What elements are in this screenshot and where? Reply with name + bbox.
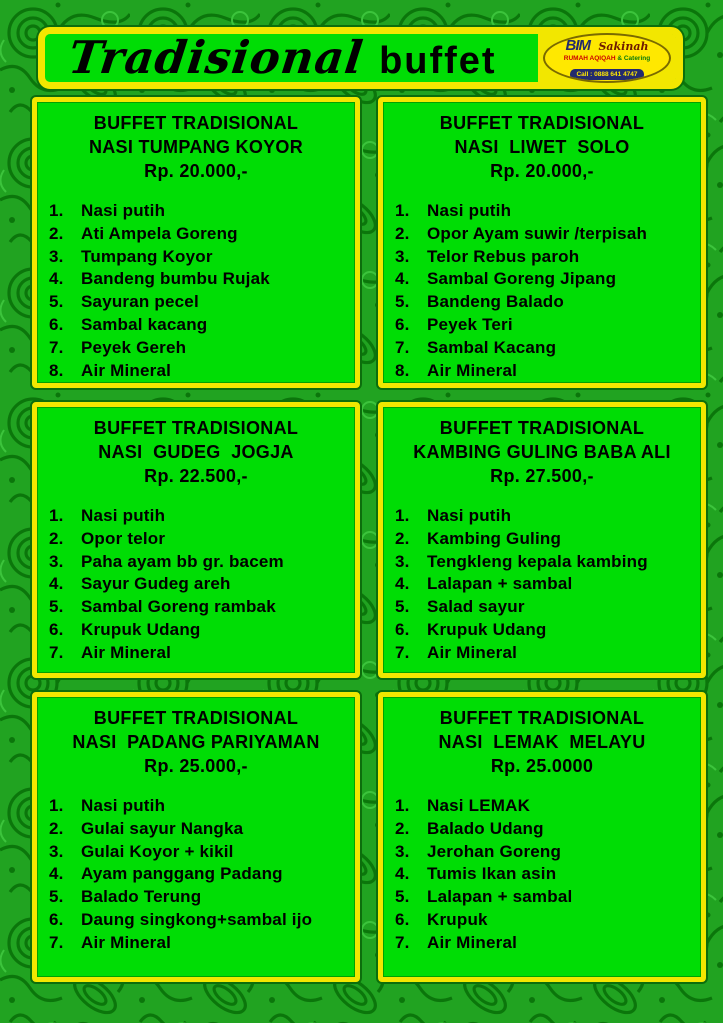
menu-item-row <box>49 551 349 574</box>
item-number: 4. <box>49 574 64 594</box>
item-number: 3. <box>395 246 410 266</box>
item-number: 5. <box>49 887 64 907</box>
menu-item-row <box>395 360 695 383</box>
menu-item-row <box>49 223 349 246</box>
card-title: BUFFET TRADISIONAL <box>93 113 299 133</box>
item-number: 4. <box>395 574 410 594</box>
item-number: 3. <box>49 841 64 861</box>
item-text: Opor telor <box>81 528 166 548</box>
item-text: Lalapan + sambal <box>427 887 573 907</box>
menu-item-row <box>395 200 695 223</box>
menu-item-row <box>49 841 349 864</box>
item-number: 6. <box>49 909 64 929</box>
menu-card-nasi-gudeg-jogja <box>32 402 360 678</box>
item-number: 1. <box>49 201 64 220</box>
item-text: Air Mineral <box>427 642 518 662</box>
menu-card-nasi-padang-pariyaman <box>32 692 360 982</box>
item-number: 7. <box>395 932 410 952</box>
item-text: Nasi putih <box>427 506 512 525</box>
menu-item-list <box>389 505 695 665</box>
title-script-text: Tradisional <box>65 31 367 84</box>
item-text: Daung singkong+sambal ijo <box>81 909 313 929</box>
menu-item-row <box>395 268 695 291</box>
item-text: Tumpang Koyor <box>81 246 213 266</box>
item-number: 7. <box>395 642 410 662</box>
item-number: 7. <box>395 337 410 357</box>
menu-item-row <box>49 596 349 619</box>
menu-item-row <box>395 619 695 642</box>
menu-item-row <box>395 528 695 551</box>
menu-item-row <box>49 642 349 665</box>
menu-item-row <box>395 314 695 337</box>
item-text: Krupuk Udang <box>81 619 201 639</box>
menu-item-row <box>395 795 695 818</box>
card-subtitle: NASI TUMPANG KOYOR <box>88 137 304 157</box>
item-number: 6. <box>49 314 64 334</box>
menu-item-row <box>395 246 695 269</box>
card-subtitle: KAMBING GULING BABA ALI <box>413 442 671 462</box>
item-text: Bandeng bumbu Rujak <box>81 269 270 289</box>
item-text: Krupuk <box>427 909 488 929</box>
item-text: Gulai Koyor + kikil <box>81 841 234 861</box>
brand-sakinah-text: Sakinah <box>598 40 649 53</box>
item-text: Opor Ayam suwir /terpisah <box>427 223 648 243</box>
item-text: Tengkleng kepala kambing <box>427 551 648 571</box>
item-number: 3. <box>49 246 64 266</box>
menu-card-nasi-tumpang-koyor <box>32 97 360 388</box>
item-number: 1. <box>49 506 64 525</box>
item-text: Tumis Ikan asin <box>427 864 557 884</box>
item-number: 8. <box>395 360 410 380</box>
item-text: Air Mineral <box>81 642 172 662</box>
item-number: 3. <box>49 551 64 571</box>
card-title: BUFFET TRADISIONAL <box>93 708 299 728</box>
menu-item-row <box>395 932 695 955</box>
item-number: 7. <box>49 337 64 357</box>
item-number: 8. <box>49 360 64 380</box>
menu-item-row <box>395 841 695 864</box>
menu-card-nasi-liwet-solo <box>378 97 706 388</box>
item-text: Peyek Gereh <box>81 337 187 357</box>
header-banner <box>38 27 683 89</box>
menu-item-row <box>395 291 695 314</box>
brand-tagline <box>545 54 669 63</box>
item-number: 7. <box>49 932 64 952</box>
menu-item-row <box>395 886 695 909</box>
menu-item-row <box>49 505 349 528</box>
item-number: 2. <box>49 528 64 548</box>
item-text: Ati Ampela Goreng <box>81 223 238 243</box>
item-text: Air Mineral <box>81 360 172 380</box>
item-text: Sambal kacang <box>81 314 208 334</box>
item-number: 1. <box>395 506 410 525</box>
item-number: 5. <box>395 292 410 312</box>
item-text: Krupuk Udang <box>427 619 547 639</box>
item-text: Nasi putih <box>427 201 512 220</box>
card-subtitle: NASI GUDEG JOGJA <box>98 442 294 462</box>
menu-item-row <box>49 291 349 314</box>
menu-item-row <box>49 619 349 642</box>
menu-item-row <box>395 818 695 841</box>
card-price: Rp. 25.0000 <box>490 756 594 776</box>
item-text: Sayur Gudeg areh <box>81 574 231 594</box>
item-number: 7. <box>49 642 64 662</box>
menu-item-list <box>389 200 695 382</box>
item-text: Air Mineral <box>427 932 518 952</box>
item-number: 2. <box>395 528 410 548</box>
card-title: BUFFET TRADISIONAL <box>439 113 645 133</box>
item-number: 4. <box>49 269 64 289</box>
item-text: Salad sayur <box>427 597 525 617</box>
item-text: Air Mineral <box>81 932 172 952</box>
item-number: 2. <box>395 223 410 243</box>
menu-item-row <box>49 863 349 886</box>
item-text: Sambal Kacang <box>427 337 557 357</box>
logo-panel <box>538 34 676 82</box>
item-number: 4. <box>395 864 410 884</box>
item-number: 4. <box>395 269 410 289</box>
menu-item-row <box>395 573 695 596</box>
menu-item-row <box>49 573 349 596</box>
item-text: Nasi putih <box>81 201 166 220</box>
item-number: 3. <box>395 551 410 571</box>
item-number: 2. <box>395 818 410 838</box>
menu-item-row <box>395 642 695 665</box>
item-number: 4. <box>49 864 64 884</box>
item-number: 6. <box>395 909 410 929</box>
menu-item-row <box>49 818 349 841</box>
item-number: 2. <box>49 818 64 838</box>
item-number: 6. <box>395 314 410 334</box>
menu-item-list <box>43 505 349 665</box>
brand-phone-number: Call : 0888 641 4747 <box>570 69 643 80</box>
item-number: 5. <box>395 887 410 907</box>
page-title <box>45 31 538 84</box>
card-subtitle: NASI LEMAK MELAYU <box>438 732 646 752</box>
item-text: Ayam panggang Padang <box>81 864 283 884</box>
item-text: Sambal Goreng Jipang <box>427 269 617 289</box>
brand-catering-text: & Catering <box>617 55 651 62</box>
item-number: 1. <box>49 796 64 815</box>
item-number: 1. <box>395 201 410 220</box>
item-text: Nasi putih <box>81 506 166 525</box>
menu-item-row <box>395 909 695 932</box>
menu-card-nasi-lemak-melayu <box>378 692 706 982</box>
card-title: BUFFET TRADISIONAL <box>439 708 645 728</box>
card-price: Rp. 27.500,- <box>490 466 594 486</box>
menu-item-row <box>49 909 349 932</box>
card-price: Rp. 20.000,- <box>144 161 248 181</box>
item-number: 3. <box>395 841 410 861</box>
card-price: Rp. 20.000,- <box>490 161 594 181</box>
menu-item-row <box>49 795 349 818</box>
item-text: Telor Rebus paroh <box>427 246 580 266</box>
menu-item-row <box>49 200 349 223</box>
menu-item-row <box>49 528 349 551</box>
item-text: Lalapan + sambal <box>427 574 573 594</box>
item-text: Paha ayam bb gr. bacem <box>81 551 284 571</box>
item-number: 6. <box>395 619 410 639</box>
menu-item-list <box>43 795 349 955</box>
menu-item-row <box>49 246 349 269</box>
menu-card-kambing-guling-baba-ali <box>378 402 706 678</box>
item-text: Jerohan Goreng <box>427 841 562 861</box>
item-number: 1. <box>395 796 410 815</box>
menu-item-row <box>395 596 695 619</box>
brand-name <box>545 39 669 54</box>
menu-item-row <box>49 360 349 383</box>
card-title: BUFFET TRADISIONAL <box>93 418 299 438</box>
item-text: Bandeng Balado <box>427 292 564 312</box>
item-text: Kambing Guling <box>427 528 562 548</box>
menu-item-row <box>395 551 695 574</box>
menu-item-row <box>49 886 349 909</box>
menu-item-row <box>395 505 695 528</box>
card-price: Rp. 22.500,- <box>144 466 248 486</box>
card-price: Rp. 25.000,- <box>144 756 248 776</box>
card-subtitle: NASI PADANG PARIYAMAN <box>72 732 320 752</box>
title-bold-text: buffet <box>379 40 497 82</box>
item-text: Nasi LEMAK <box>427 796 531 815</box>
brand-rumah-aqiqah-text: RUMAH AQIQAH <box>563 55 616 62</box>
item-text: Gulai sayur Nangka <box>81 818 244 838</box>
item-number: 6. <box>49 619 64 639</box>
card-title: BUFFET TRADISIONAL <box>439 418 645 438</box>
item-text: Balado Udang <box>427 818 544 838</box>
menu-item-row <box>49 932 349 955</box>
brand-logo-oval <box>543 33 671 83</box>
item-text: Air Mineral <box>427 360 518 380</box>
menu-item-row <box>49 337 349 360</box>
item-text: Nasi putih <box>81 796 166 815</box>
card-subtitle: NASI LIWET SOLO <box>454 137 630 157</box>
menu-item-row <box>395 337 695 360</box>
item-number: 5. <box>49 292 64 312</box>
item-text: Balado Terung <box>81 887 202 907</box>
menu-item-row <box>395 863 695 886</box>
item-text: Peyek Teri <box>427 314 513 334</box>
menu-item-row <box>49 314 349 337</box>
menu-item-row <box>395 223 695 246</box>
brand-bim-text: BIM <box>565 37 591 54</box>
item-text: Sambal Goreng rambak <box>81 597 276 617</box>
item-number: 5. <box>49 597 64 617</box>
item-number: 5. <box>395 597 410 617</box>
item-text: Sayuran pecel <box>81 292 199 312</box>
menu-item-list <box>389 795 695 955</box>
menu-item-row <box>49 268 349 291</box>
menu-item-list <box>43 200 349 382</box>
item-number: 2. <box>49 223 64 243</box>
